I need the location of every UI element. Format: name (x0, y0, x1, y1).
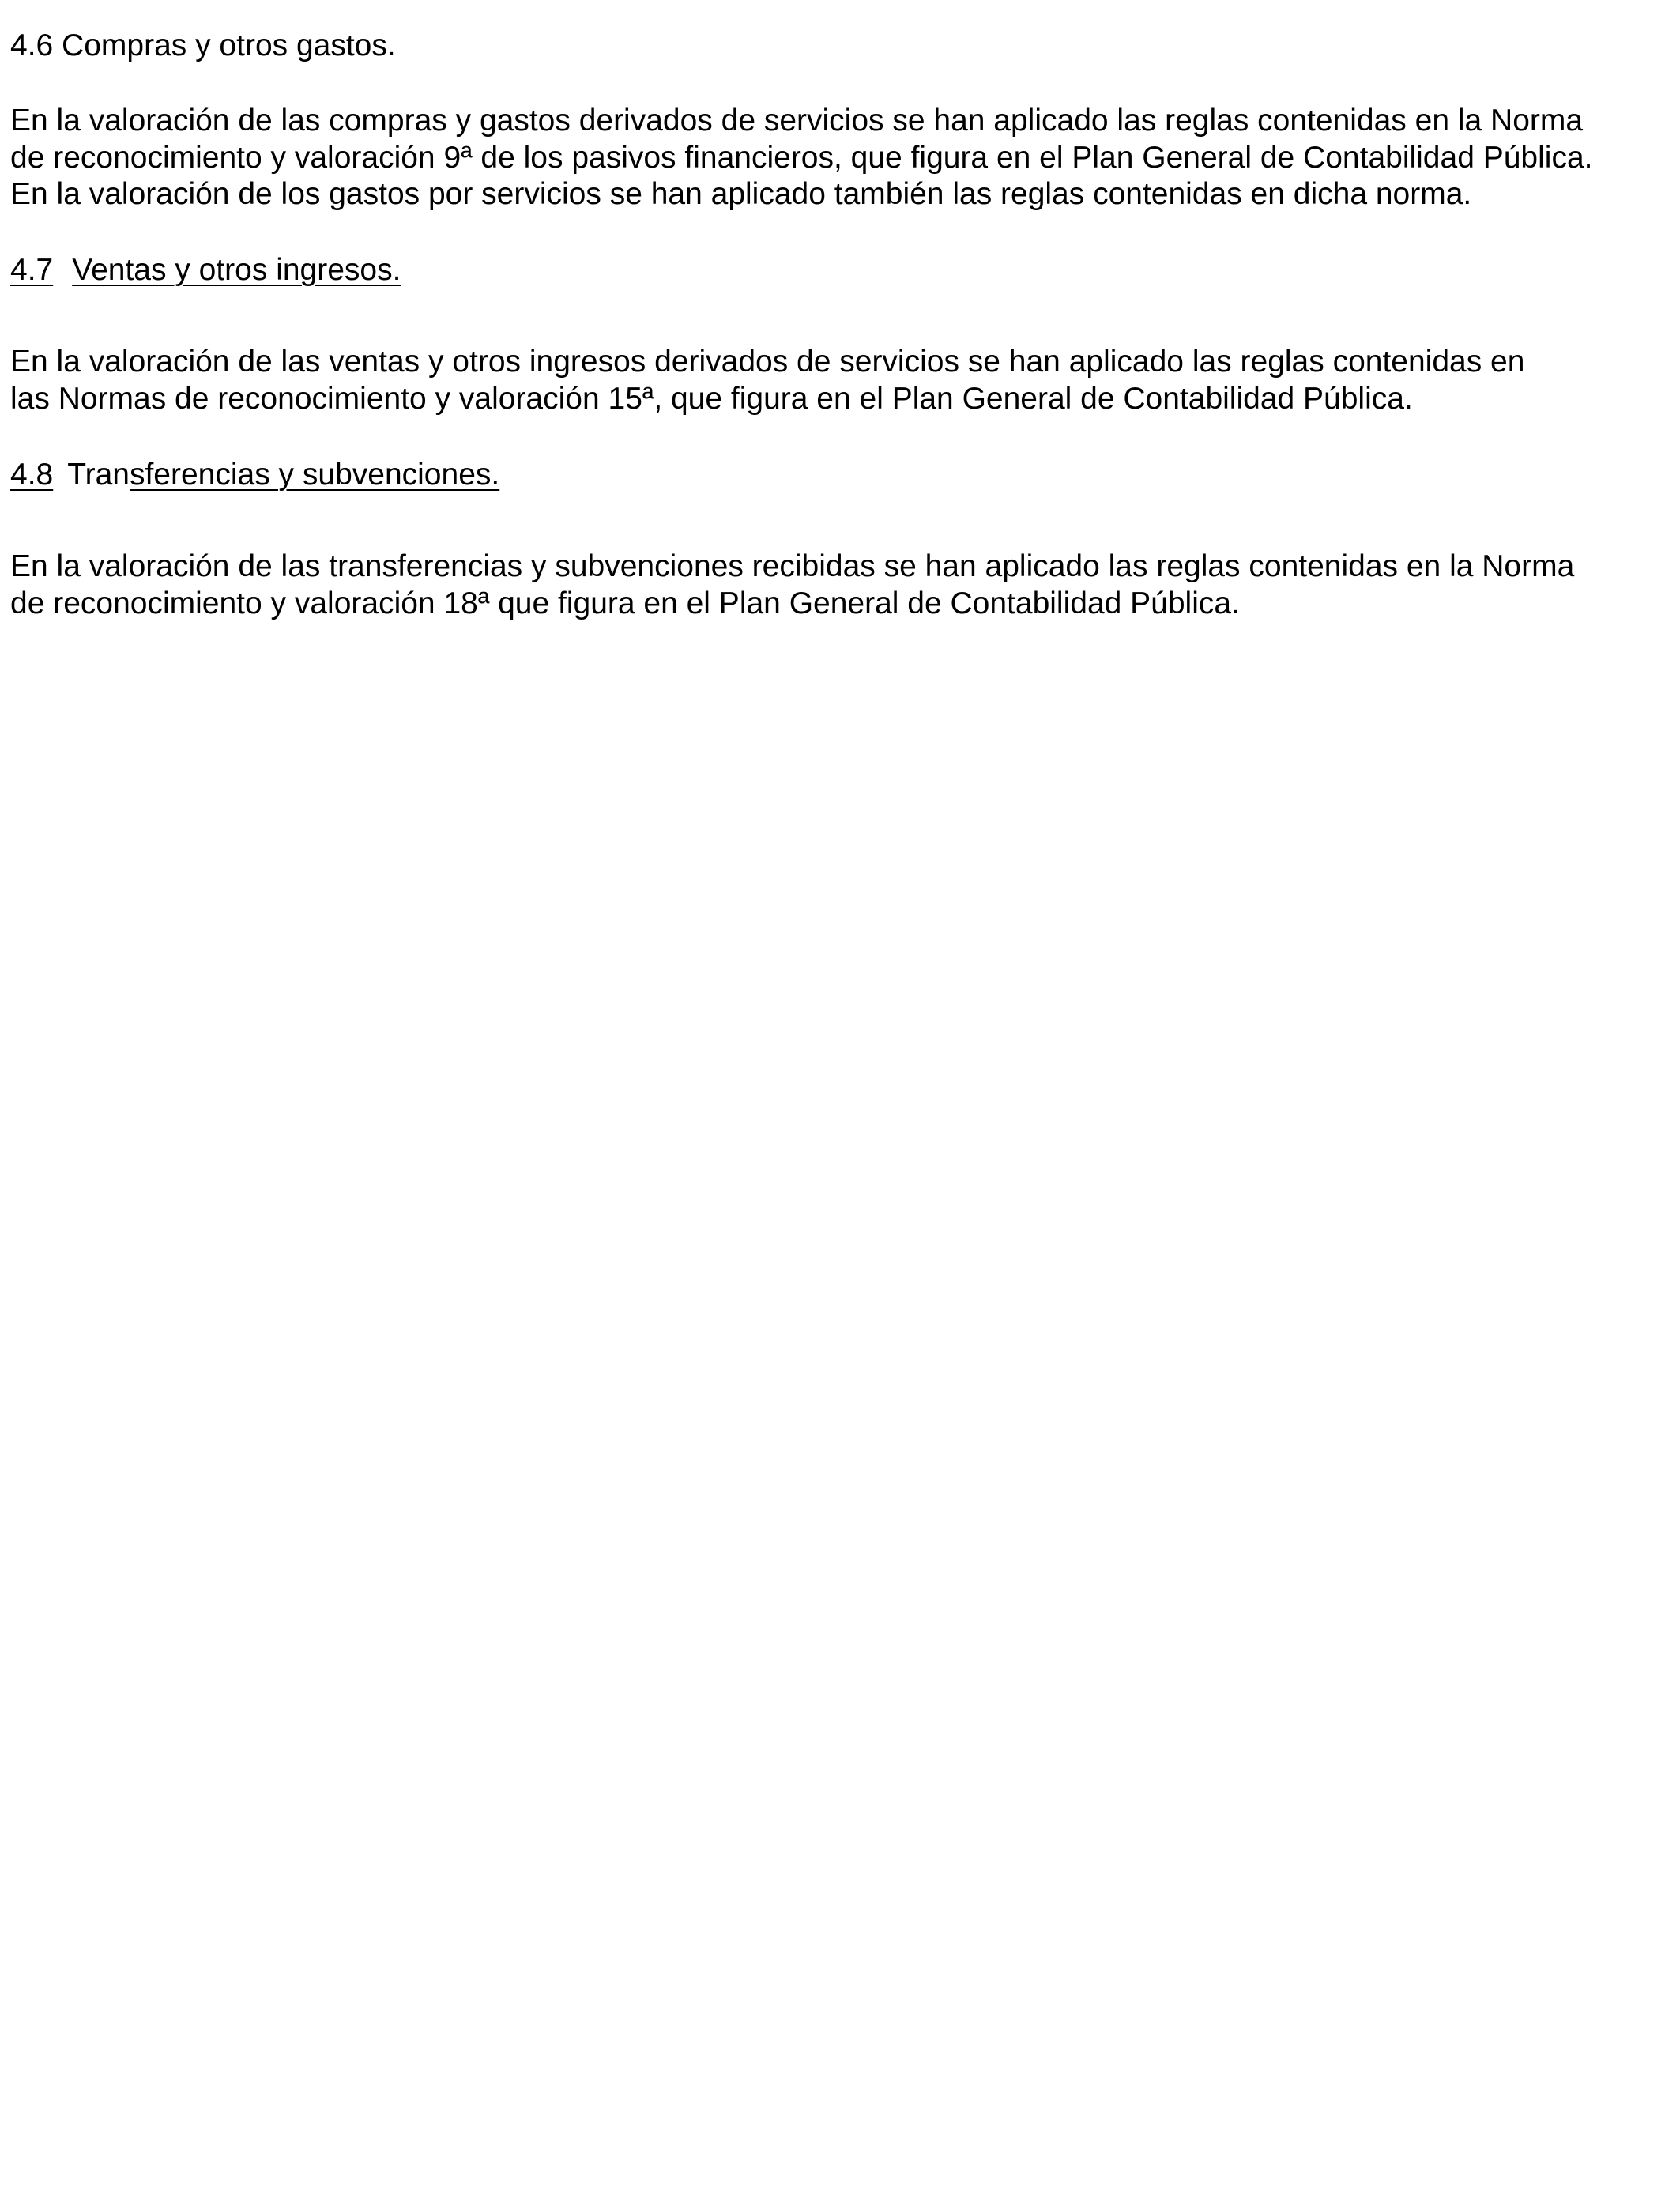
paragraph-text: En la valoración de las compras y gastos derivados de servicios se han aplicado las reglas contenidas en la Norma (10, 104, 1584, 138)
paragraph-4-6-line-2: de reconocimiento y valoración 9ª de los pasivos financieros, que figura en el Plan General de Contabilidad Pública. (10, 141, 1593, 175)
section-heading-4-8 (10, 456, 499, 494)
section-title: Ventas y otros ingresos. (72, 253, 401, 287)
paragraph-4-7-line-2: las Normas de reconocimiento y valoración 15ª, que figura en el Plan General de Contabilidad Pública. (10, 382, 1413, 416)
section-heading-4-6: 4.6 Compras y otros gastos. (10, 28, 396, 62)
paragraph-4-8-line-2: de reconocimiento y valoración 18ª que figura en el Plan General de Contabilidad Pública. (10, 586, 1240, 620)
section-number: 4.8 (10, 458, 54, 492)
paragraph-4-8-line-1: En la valoración de las transferencias y subvenciones recibidas se han aplicado las reglas contenidas en la Norma (10, 549, 1575, 583)
paragraph-4-6-line-3: En la valoración de los gastos por servicios se han aplicado también las reglas contenidas en dicha norma. (10, 177, 1472, 211)
section-number: 4.7 (10, 253, 54, 287)
section-heading-4-7 (10, 251, 401, 289)
paragraph-4-7-line-1: En la valoración de las ventas y otros ingresos derivados de servicios se han aplicado las reglas contenidas en (10, 345, 1525, 379)
paragraph-4-6-line-1 (10, 102, 1680, 140)
section-title-plain: Tran (67, 458, 130, 492)
section-title-underlined: sferencias y subvenciones. (129, 458, 500, 492)
